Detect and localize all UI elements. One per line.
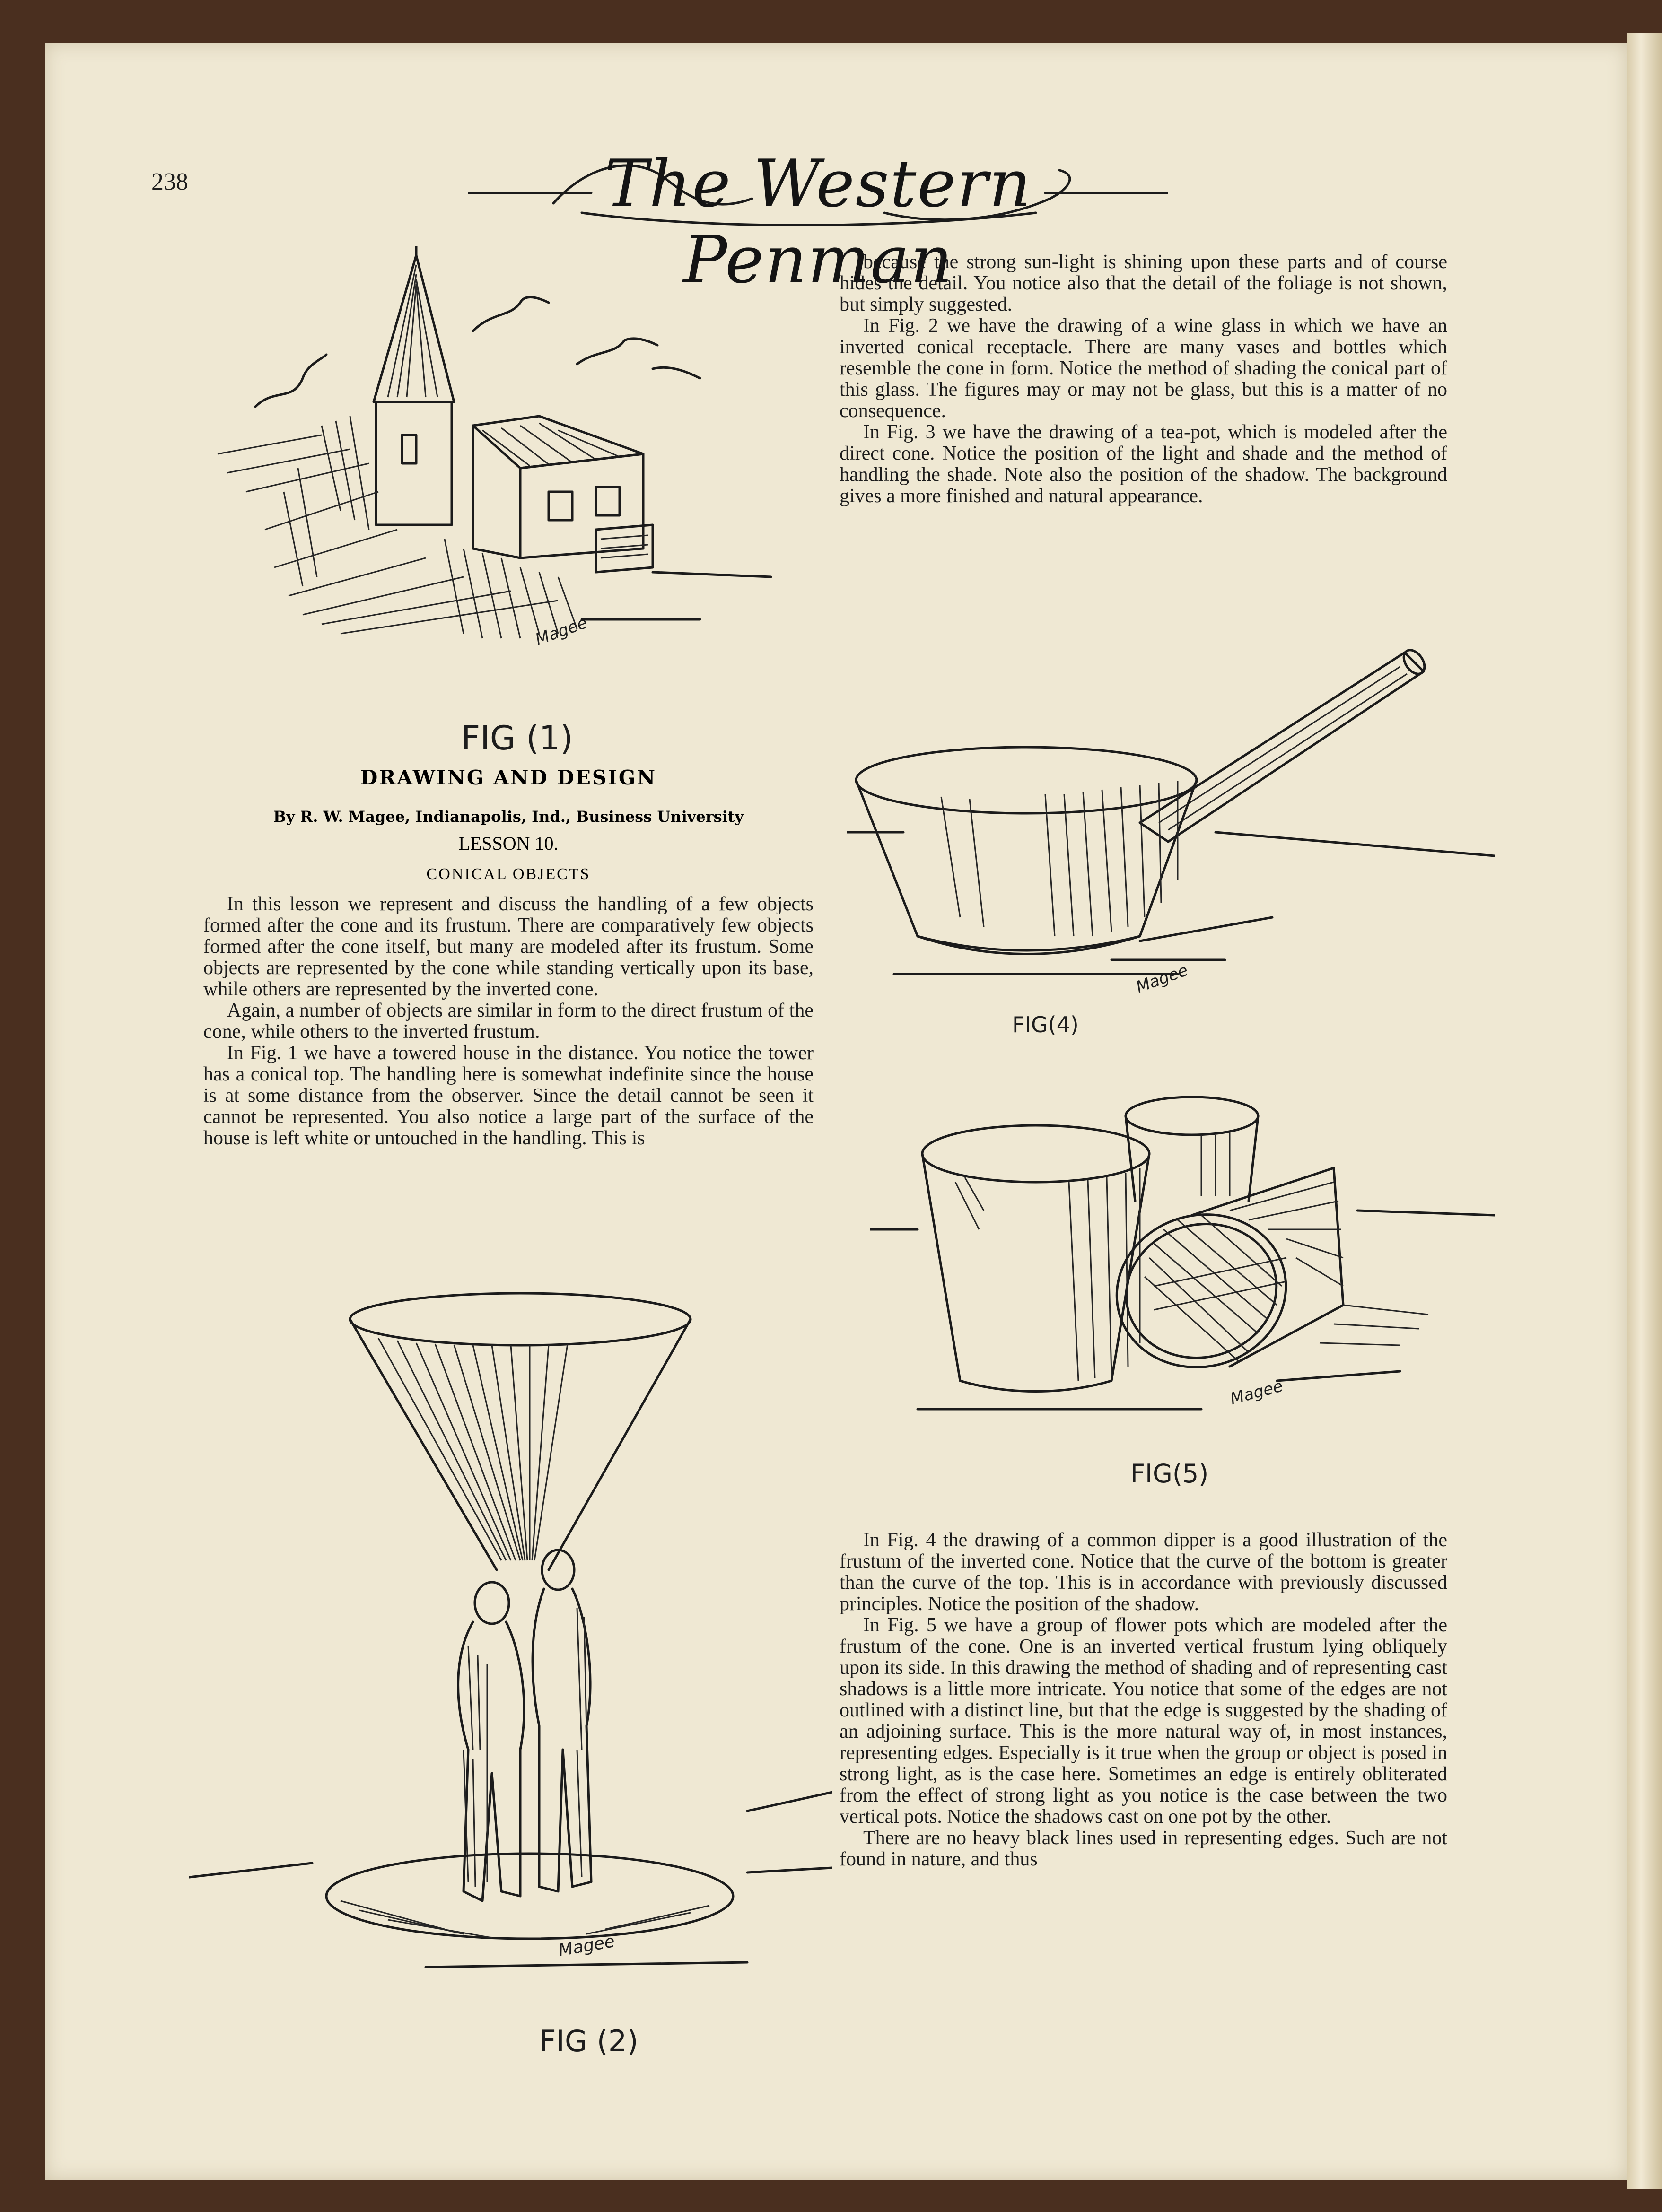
paragraph: There are no heavy black lines used in representing edges. Such are not found in nature, and thus xyxy=(840,1827,1447,1870)
masthead xyxy=(468,142,1168,298)
paragraph: In Fig. 5 we have a group of flower pots which are modeled after the frustum of the cone. One is an inverted vertical frustum lying obliquely upon its side. In this drawing the method of shading and of representing cast shadows is a little more intricate. You notice that some of the edges are not outlined with a distinct line, but that the edge is suggested by the shading of an adjoining surface. This is the more natural way of, in most instances, representing edges. Especially is it true when the group or object is posed in strong light, as is the case here. Sometimes an edge is entirely obliterated from the effect of strong light as you notice is the case between the two vertical pots. Notice the shadows cast on one pot by the other. xyxy=(840,1614,1447,1828)
paragraph: In Fig. 1 we have a towered house in the distance. You notice the tower has a conical top. The handling here is somewhat indefinite since the house is at some distance from the observer. Since the detail cannot be seen it cannot be represented. You also notice a large part of the surface of the house is left white or untouched in the handling. This is xyxy=(203,1042,814,1149)
left-column-text xyxy=(203,894,814,1149)
paragraph: In Fig. 2 we have the drawing of a wine glass in which we have an inverted conical receptacle. There are many vases and bottles which resemble the cone in form. Notice the method of shading the conical part of this glass. The figures may or may not be glass, but this is a matter of no consequence. xyxy=(840,315,1447,422)
fig5-caption: FIG(5) xyxy=(1130,1459,1209,1489)
article-heading: DRAWING AND DESIGN xyxy=(360,766,657,789)
fig4-caption: FIG(4) xyxy=(1012,1012,1079,1037)
paragraph: In this lesson we represent and discuss the handling of a few objects formed after the cone and its frustum. There are comparatively few objects formed after the cone itself, but many are modeled after its frustum. Some objects are represented by the cone while standing vertically upon its base, while others are represented by the inverted cone. xyxy=(203,893,814,1000)
fig1-signature: Magee xyxy=(533,613,590,650)
lesson-number: LESSON 10. xyxy=(458,833,559,854)
book-spine xyxy=(1627,33,1662,2189)
fig4-signature: Magee xyxy=(1133,960,1191,997)
fig5-flower-pots-drawing xyxy=(870,1088,1495,1456)
fig2-wine-glass-drawing xyxy=(189,1277,832,2014)
fig5-signature: Magee xyxy=(1228,1376,1285,1409)
paragraph: Again, a number of objects are similar in form to the direct frustum of the cone, while others to the inverted frustum. xyxy=(203,1000,814,1043)
masthead-title: The Western Penman xyxy=(604,146,1032,298)
paragraph: In Fig. 4 the drawing of a common dipper is a good illustration of the frustum of the inverted cone. Notice that the curve of the bottom is greater than the curve of the top. This is in accordance with previously discussed principles. Notice the position of the shadow. xyxy=(840,1529,1447,1615)
article-byline: By R. W. Magee, Indianapolis, Ind., Business University xyxy=(273,808,744,826)
right-column-bottom-text xyxy=(840,1530,1447,1870)
fig1-caption: FIG (1) xyxy=(461,719,573,758)
page-number: 238 xyxy=(151,168,188,195)
fig2-signature: Magee xyxy=(557,1931,616,1961)
paragraph: because the strong sun-light is shining upon these parts and of course hides the detail. You notice also that the detail of the foliage is not shown, but simply suggested. xyxy=(840,251,1447,315)
fig2-caption: FIG (2) xyxy=(539,2024,639,2058)
right-column-top-text xyxy=(840,252,1447,507)
fig1-house-drawing xyxy=(180,246,814,662)
fig4-dipper-drawing xyxy=(847,634,1495,1012)
lesson-subject: CONICAL OBJECTS xyxy=(426,865,591,883)
paragraph: In Fig. 3 we have the drawing of a tea-pot, which is modeled after the direct cone. Notice the position of the light and shade and the method of handling the shade. Note also the position of the shadow. The background gives a more finished and natural appearance. xyxy=(840,421,1447,507)
